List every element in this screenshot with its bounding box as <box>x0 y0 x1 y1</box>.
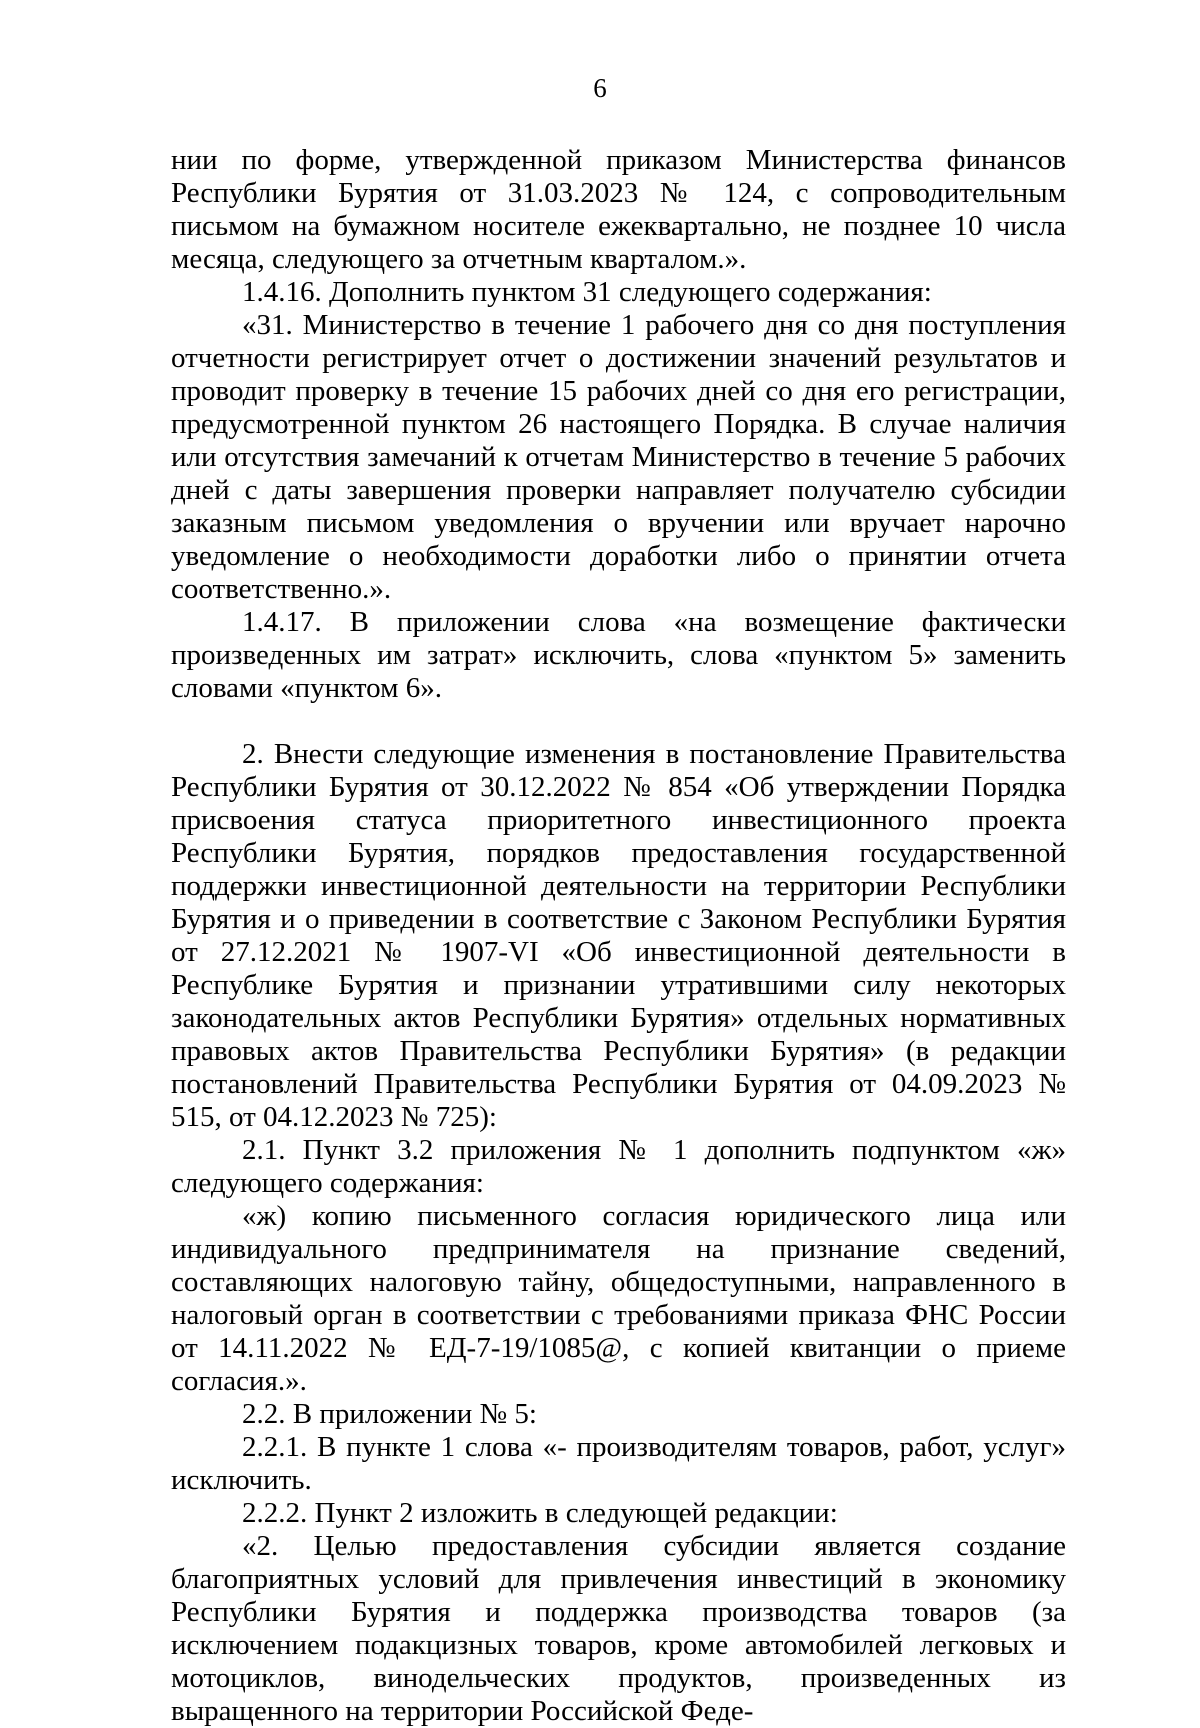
paragraph-spacer <box>171 705 1066 738</box>
paragraph-item-2-purpose: «2. Целью предоставления субсидии является создание благоприятных условий для привлечения инвестиций в экономику Республики Бурятия и поддержка производства товаров (за исключением подакцизных товаров, кроме автомобилей легковых и мотоциклов, винодельческих продуктов, произведенных из выращенного на территории Российской Феде- <box>171 1530 1066 1727</box>
paragraph-continuation: нии по форме, утвержденной приказом Министерства финансов Республики Бурятия от 31.03.2023 № 124, с сопроводительным письмом на бумажном носителе ежеквартально, не позднее 10 числа месяца, следующего за отчетным кварталом.». <box>171 144 1066 275</box>
document-body <box>171 144 1066 1728</box>
page-number: 6 <box>593 73 607 103</box>
paragraph-1-4-16: 1.4.16. Дополнить пунктом 31 следующего содержания: <box>242 276 932 308</box>
paragraph-item-31: «31. Министерство в течение 1 рабочего дня со дня поступления отчетности регистрирует отчет о достижении значений результатов и проводит проверку в течение 15 рабочих дней со дня его регистрации, предусмотренной пунктом 26 настоящего Порядка. В случае наличия или отсутствия замечаний к отчетам Министерство в течение 5 рабочих дней с даты завершения проверки направляет получателю субсидии заказным письмом уведомления о вручении или вручает нарочно уведомление о необходимости доработки либо о принятии отчета соответственно.». <box>171 309 1066 605</box>
paragraph-subitem-zh: «ж) копию письменного согласия юридического лица или индивидуального предпринимателя на признание сведений, составляющих налоговую тайну, общедоступными, направленного в налоговый орган в соответствии с требованиями приказа ФНС России от 14.11.2022 № ЕД-7-19/1085@, с копией квитанции о приеме согласия.». <box>171 1200 1066 1397</box>
paragraph-1-4-17: 1.4.17. В приложении слова «на возмещение фактически произведенных им затрат» исключить, слова «пунктом 5» заменить словами «пунктом 6». <box>171 606 1066 704</box>
paragraph-2-1: 2.1. Пункт 3.2 приложения № 1 дополнить подпунктом «ж» следующего содержания: <box>171 1134 1066 1199</box>
paragraph-2-2: 2.2. В приложении № 5: <box>242 1398 537 1430</box>
paragraph-2-2-1: 2.2.1. В пункте 1 слова «- производителям товаров, работ, услуг» исключить. <box>171 1431 1066 1496</box>
paragraph-section-2: 2. Внести следующие изменения в постановление Правительства Республики Бурятия от 30.12.2022 № 854 «Об утверждении Порядка присвоения статуса приоритетного инвестиционного проекта Республики Бурятия, порядков предоставления государственной поддержки инвестиционной деятельности на территории Республики Бурятия и о приведении в соответствие с Законом Республики Бурятия от 27.12.2021 № 1907-VI «Об инвестиционной деятельности в Республике Бурятия и признании утратившими силу некоторых законодательных актов Республики Бурятия» отдельных нормативных правовых актов Правительства Республики Бурятия» (в редакции постановлений Правительства Республики Бурятия от 04.09.2023 № 515, от 04.12.2023 № 725): <box>171 738 1066 1133</box>
paragraph-2-2-2: 2.2.2. Пункт 2 изложить в следующей редакции: <box>242 1497 838 1529</box>
